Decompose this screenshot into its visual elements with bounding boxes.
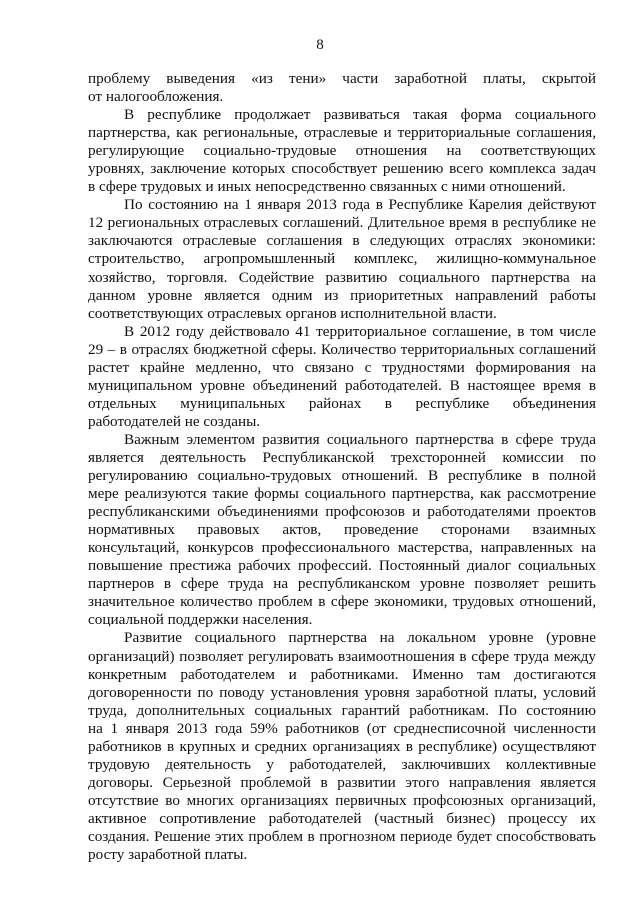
text-line: В 2012 году действовало 41 территориальное соглашение, в том числе	[124, 322, 596, 340]
paragraph	[88, 106, 596, 196]
text-line: хозяйство, торговля. Содействие развитию социального партнерства на	[88, 268, 596, 286]
text-line: активное сопротивление работодателей (частный бизнес) процессу их	[88, 809, 596, 827]
text-line: мере реализуются такие формы социального партнерства, как рассмотрение	[88, 485, 596, 503]
text-line: является деятельность Республиканской трехсторонней комиссии по	[88, 448, 596, 466]
text-line: проблему выведения «из тени» части заработной платы, скрытой	[88, 70, 596, 87]
text-line: В республике продолжает развиваться такая форма социального	[124, 106, 596, 124]
paragraph	[88, 70, 596, 106]
text-line: отдельных муниципальных районах в республике объединения	[88, 394, 596, 412]
text-line: труда, дополнительных социальных гарантий работникам. По состоянию	[88, 701, 596, 719]
text-line: Развитие социального партнерства на локальном уровне (уровне	[124, 629, 596, 647]
page-number: 8	[316, 37, 324, 53]
paragraph	[88, 196, 596, 322]
text-line: 12 региональных отраслевых соглашений. Длительное время в республике не	[88, 214, 596, 232]
paragraph	[88, 431, 596, 630]
text-line: отсутствие во многих организациях первичных профсоюзных организаций,	[88, 791, 596, 809]
text-line: растет крайне медленно, что связано с трудностями формирования на	[88, 358, 596, 376]
text-line: нормативных правовых актов, проведение сторонами взаимных	[88, 521, 596, 539]
paragraph	[88, 323, 596, 431]
text-line: работников в крупных и средних организациях в республике) осуществляют	[88, 737, 596, 755]
text-line: организаций) позволяет регулировать взаимоотношения в сфере труда между	[88, 647, 596, 665]
text-line: в сфере трудовых и иных непосредственно связанных с ними отношений.	[88, 178, 566, 196]
text-line: Важным элементом развития социального партнерства в сфере труда	[124, 430, 596, 448]
text-line: партнеров в сфере труда на республиканском уровне позволяет решить	[88, 575, 596, 593]
text-line: данном уровне является одним из приоритетных направлений работы	[88, 286, 596, 304]
text-line: социальной поддержки населения.	[88, 611, 313, 629]
text-line: конкретным работодателем и работниками. Именно там достигаются	[88, 665, 596, 683]
text-line: договоренности по поводу установления уровня заработной платы, условий	[88, 683, 596, 701]
text-line: По состоянию на 1 января 2013 года в Республике Карелия действуют	[124, 196, 596, 214]
text-line: консультаций, конкурсов профессионального мастерства, направленных на	[88, 539, 596, 557]
text-line: от налогообложения.	[88, 88, 224, 106]
text-line: росту заработной платы.	[88, 846, 248, 864]
paragraph	[88, 629, 596, 864]
text-line: заключаются отраслевые соглашения в следующих отраслях экономики:	[88, 232, 596, 250]
text-line: значительное количество проблем в сфере экономики, трудовых отношений,	[88, 593, 596, 611]
text-line: строительство, агропромышленный комплекс, жилищно-коммунальное	[88, 250, 596, 268]
text-line: трудовую деятельность у работодателей, заключивших коллективные	[88, 755, 596, 773]
text-line: договоры. Серьезной проблемой в развитии этого направления является	[88, 773, 596, 791]
text-line: создания. Решение этих проблем в прогнозном периоде будет способствовать	[88, 827, 596, 845]
text-line: повышение престижа рабочих профессий. Постоянный диалог социальных	[88, 557, 596, 575]
document-body	[88, 70, 596, 864]
text-line: работодателей не созданы.	[88, 412, 261, 430]
text-line: на 1 января 2013 года 59% работников (от среднесписочной численности	[88, 719, 596, 737]
text-line: муниципальном уровне объединений работодателей. В настоящее время в	[88, 376, 596, 394]
text-line: соответствующих отраслевых органов исполнительной власти.	[88, 304, 497, 322]
text-line: 29 – в отраслях бюджетной сферы. Количество территориальных соглашений	[88, 340, 596, 358]
text-line: регулирующие социально-трудовые отношения на соответствующих	[88, 142, 596, 160]
text-line: регулированию социально-трудовых отношений. В республике в полной	[88, 467, 596, 485]
text-line: уровнях, заключение которых способствует решению всего комплекса задач	[88, 160, 596, 178]
text-line: республиканскими объединениями профсоюзов и работодателями проектов	[88, 503, 596, 521]
text-line: партнерства, как региональные, отраслевые и территориальные соглашения,	[88, 124, 596, 142]
